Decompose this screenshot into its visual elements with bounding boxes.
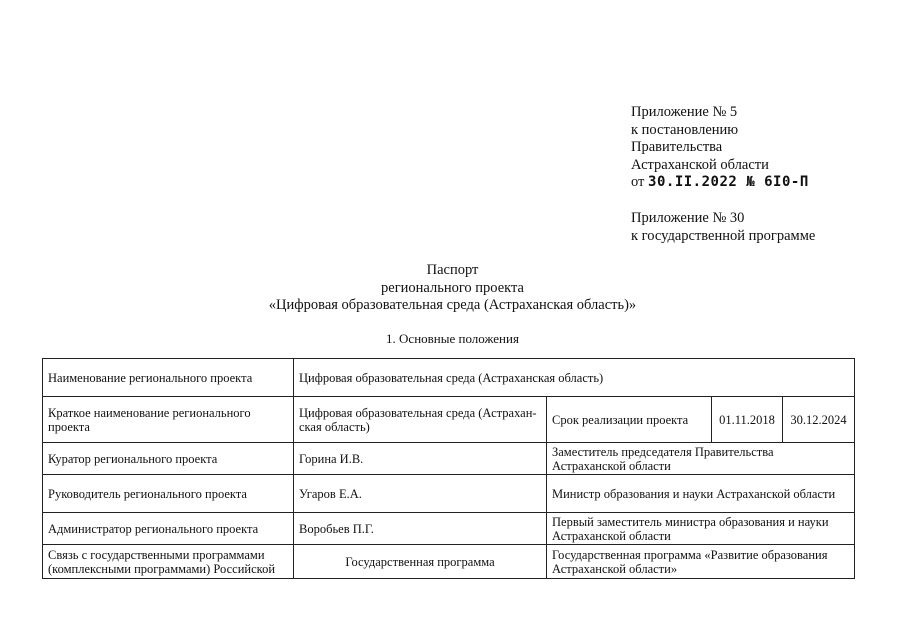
appendix-30-title: Приложение № 30 <box>631 210 745 226</box>
section-heading: 1. Основные положения <box>386 331 519 346</box>
row-position: Первый заместитель министра образования и науки Астраханской области <box>547 513 855 545</box>
registration-stamp: 30.II.2022 № 6I0-П <box>648 174 809 190</box>
row-name: Угаров Е.А. <box>294 475 547 513</box>
title-line-3: «Цифровая образовательная среда (Астраханская область)» <box>268 297 637 313</box>
appendix-30-block <box>631 210 815 245</box>
row-position: Министр образования и науки Астраханской области <box>547 475 855 513</box>
table-row <box>43 443 855 475</box>
table-row <box>43 359 855 397</box>
row-position: Заместитель председателя Правительства Астраханской области <box>547 443 855 475</box>
program-name: Государственная программа «Развитие образования Астраханской области» <box>547 545 855 579</box>
program-type: Государственная программа <box>294 545 547 579</box>
row-name: Воробьев П.Г. <box>294 513 547 545</box>
row-label: Куратор регионального проекта <box>43 443 294 475</box>
row-label: Наименование регионального проекта <box>43 359 294 397</box>
appendix-5-line3: Правительства <box>631 139 723 155</box>
row-value: Цифровая образовательная среда (Астрахан-ская область) <box>294 397 547 443</box>
term-label: Срок реализации проекта <box>547 397 712 443</box>
passport-table <box>42 358 855 579</box>
term-start-date: 01.11.2018 <box>712 397 783 443</box>
appendix-5-line4: Астраханской области <box>631 156 769 173</box>
table-row <box>43 475 855 513</box>
row-label: Связь с государственными программами (комплексными программами) Российской <box>43 545 294 579</box>
term-end-date: 30.12.2024 <box>783 397 855 443</box>
row-label: Краткое наименование регионального проекта <box>43 397 294 443</box>
appendix-30-line2: к государственной программе <box>631 227 816 244</box>
appendix-5-line2: к постановлению <box>631 121 739 138</box>
table-row <box>43 545 855 579</box>
appendix-5-date-line <box>631 174 809 192</box>
row-label: Руководитель регионального проекта <box>43 475 294 513</box>
appendix-5-block <box>631 104 809 192</box>
title-line-1: Паспорт <box>426 262 479 278</box>
from-label: от <box>631 174 645 190</box>
table-row <box>43 397 855 443</box>
row-name: Горина И.В. <box>294 443 547 475</box>
row-label: Администратор регионального проекта <box>43 513 294 545</box>
appendix-5-title: Приложение № 5 <box>631 104 738 120</box>
title-line-2: регионального проекта <box>381 279 524 296</box>
document-title <box>0 262 905 315</box>
table-row <box>43 513 855 545</box>
row-value: Цифровая образовательная среда (Астраханская область) <box>294 359 855 397</box>
